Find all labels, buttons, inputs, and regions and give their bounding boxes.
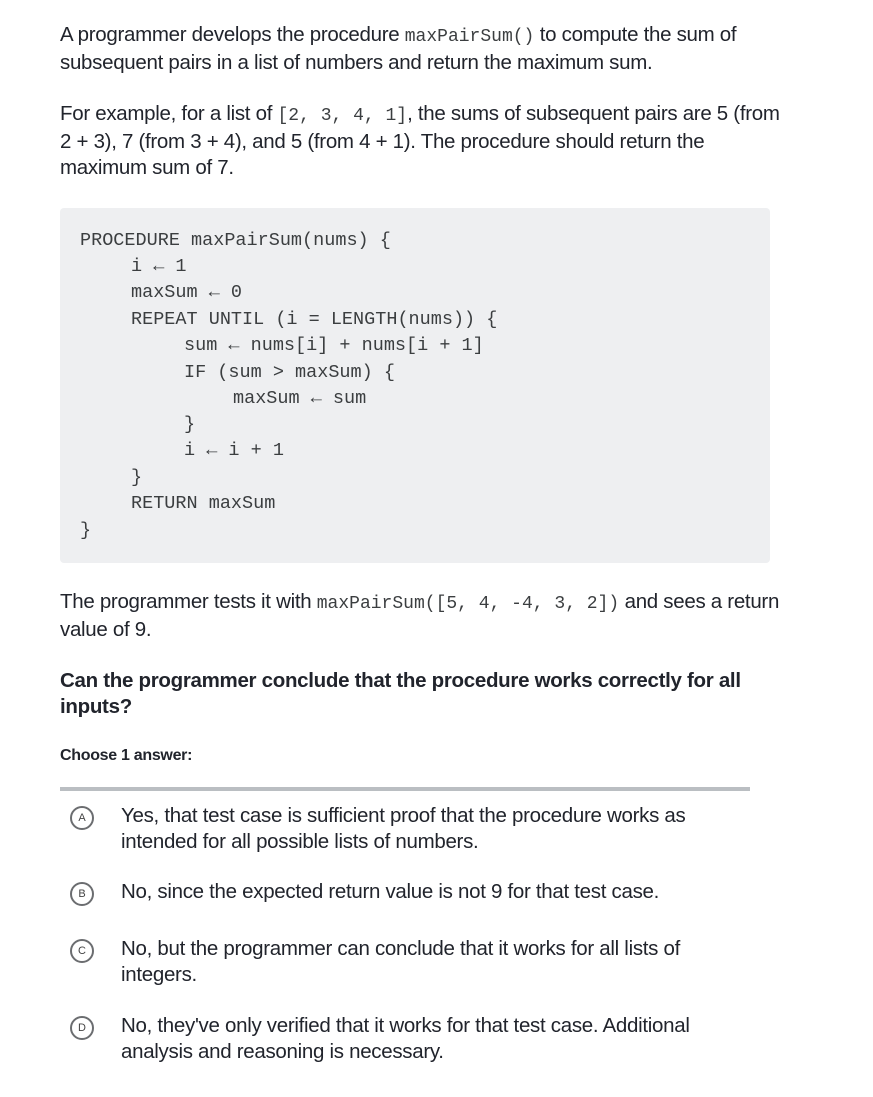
choice-letter-badge: A [70, 806, 94, 830]
intro-text: , the sums of subsequent pairs are 5 (from 2 + 3), 7 (from 3 + 4), and 5 (from 4 + 1). The procedure should return the maximum sum of 7. [60, 102, 780, 179]
intro-paragraph-1 [60, 22, 780, 76]
code-block [60, 208, 770, 563]
code-line: i ← 1 [131, 256, 187, 277]
test-text: and sees a return value of 9. [60, 590, 780, 641]
code-line: maxSum ← 0 [131, 282, 243, 303]
choice-c[interactable] [60, 937, 760, 989]
choice-text: No, since the expected return value is not 9 for that test case. [121, 880, 660, 903]
code-line: RETURN maxSum [131, 493, 276, 514]
choice-b[interactable] [60, 880, 760, 908]
choice-text: No, they've only verified that it works for that test case. Additional analysis and reasoning is necessary. [121, 1014, 690, 1063]
inline-code: maxPairSum() [404, 27, 535, 47]
choice-text: No, but the programmer can conclude that it works for all lists of integers. [121, 937, 681, 986]
intro-text: A programmer develops the procedure [60, 23, 405, 46]
choice-letter-badge: B [70, 882, 94, 906]
test-text: The programmer tests it with [60, 590, 317, 613]
code-line: PROCEDURE maxPairSum(nums) { [80, 230, 391, 251]
intro-paragraph-2 [60, 101, 780, 181]
test-paragraph [60, 589, 780, 643]
code-line: sum ← nums[i] + nums[i + 1] [184, 335, 484, 356]
code-line: } [131, 467, 143, 488]
intro-text: to compute the sum of subsequent pairs in a list of numbers and return the maximum sum. [60, 23, 737, 74]
code-line: IF (sum > maxSum) { [184, 362, 395, 383]
choice-text: Yes, that test case is sufficient proof that the procedure works as intended for all possible lists of numbers. [121, 804, 686, 853]
divider [60, 787, 750, 791]
intro-text: For example, for a list of [60, 102, 278, 125]
choice-a[interactable] [60, 804, 760, 856]
code-line: } [80, 520, 92, 541]
code-line: i ← i + 1 [184, 440, 284, 461]
inline-code: maxPairSum([5, 4, -4, 3, 2]) [316, 594, 620, 614]
inline-code: [2, 3, 4, 1] [277, 106, 408, 126]
code-line: maxSum ← sum [233, 388, 367, 409]
question-text: Can the programmer conclude that the procedure works correctly for all inputs? [60, 669, 741, 718]
code-line: REPEAT UNTIL (i = LENGTH(nums)) { [131, 309, 498, 330]
choose-label: Choose 1 answer: [60, 747, 193, 764]
choice-d[interactable] [60, 1014, 760, 1066]
code-line: } [184, 414, 196, 435]
choice-letter-badge: C [70, 939, 94, 963]
choice-letter-badge: D [70, 1016, 94, 1040]
